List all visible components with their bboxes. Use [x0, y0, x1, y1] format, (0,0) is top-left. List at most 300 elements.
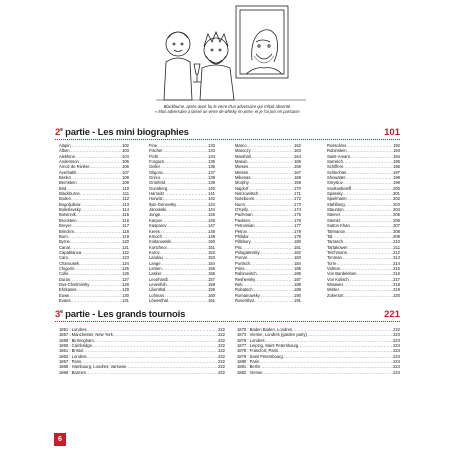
- entry-name: Nunn: [235, 201, 245, 207]
- entry-name: Kasparov: [149, 223, 167, 229]
- entry-page: 174: [294, 207, 301, 213]
- entry-page: 132: [208, 143, 215, 148]
- entry-name: Kmoch: [149, 233, 162, 239]
- entry-name: Junge: [149, 212, 161, 218]
- entry-page: 125: [122, 265, 129, 271]
- entry-page: 158: [208, 281, 215, 287]
- entry-page: 177: [294, 223, 301, 229]
- index-column: [149, 143, 215, 303]
- entry-name: Duras: [59, 276, 71, 282]
- entry-page: 129: [122, 287, 129, 293]
- entry-name: Koltanowski: [149, 239, 172, 245]
- entry-page: 206: [393, 217, 400, 223]
- entry-name: Noteboom: [235, 196, 255, 202]
- section-header-mini-biographies: [55, 126, 400, 140]
- entry-name: Rubinstein: [327, 148, 347, 154]
- entry-name: Saint-Amant: [327, 153, 350, 159]
- section-number: 3: [55, 309, 61, 320]
- entry-name: Tartakower: [327, 244, 348, 250]
- entry-page: 166: [294, 164, 301, 170]
- entry-page: 142: [208, 196, 215, 202]
- entry-page: 211: [393, 244, 400, 250]
- entry-page: 141: [208, 191, 215, 197]
- caption-line-2: « Mon adversaire a laissé un verre de whisky en prise, et je l'ai pris en passant».: [155, 109, 301, 115]
- entry-name: Von Kolisch: [327, 276, 349, 282]
- entry-page: 224: [393, 359, 400, 365]
- entry-page: 107: [122, 169, 129, 175]
- entry-name: Karpov: [149, 217, 163, 223]
- entry-name: Leonhardt: [149, 276, 168, 282]
- index-entry: [327, 293, 400, 298]
- entry-page: 210: [393, 239, 400, 245]
- entry-page: 224: [393, 369, 400, 375]
- entry-name: Rabinovitch: [235, 271, 257, 277]
- entry-page: 222: [218, 337, 225, 343]
- entry-name: Maroczy: [235, 148, 251, 154]
- entry-page: 212: [393, 249, 400, 255]
- entry-name: Marshall: [235, 153, 251, 159]
- entry-page: 175: [294, 212, 301, 218]
- entry-name: Forgacs: [149, 159, 164, 165]
- entry-name: Steiner: [327, 212, 341, 218]
- entry-name: Lasker: [149, 271, 162, 277]
- entry-name: Robatsch: [235, 287, 253, 293]
- entry-name: Breyer: [59, 223, 72, 229]
- dot-leader: [254, 298, 294, 303]
- entry-name: Morphy: [235, 180, 249, 186]
- entry-page: 148: [208, 228, 215, 234]
- entry-page: 220: [393, 292, 400, 298]
- entry-name: 1873 : Vienne, Londres (garden party): [237, 332, 307, 338]
- entry-page: 108: [122, 175, 129, 181]
- dot-leader: [344, 293, 394, 298]
- entry-name: Fine: [149, 143, 158, 148]
- entry-page: 149: [208, 233, 215, 239]
- section-divider: [55, 321, 400, 322]
- entry-page: 207: [393, 223, 400, 229]
- entry-page: 124: [122, 260, 129, 266]
- entry-page: 111: [122, 191, 129, 197]
- entry-name: Canal: [59, 244, 70, 250]
- entry-page: 155: [208, 265, 215, 271]
- entry-page: 151: [208, 244, 215, 250]
- entry-name: Byrne: [59, 239, 70, 245]
- entry-name: Nimzowitsch: [235, 191, 259, 197]
- entry-page: 135: [208, 159, 215, 165]
- entry-name: Samisch: [327, 159, 343, 165]
- entry-name: Romanowsky: [235, 292, 260, 298]
- entry-name: 1870 : Baden Baden, Londres: [237, 327, 293, 332]
- entry-name: O'Kelly: [235, 207, 248, 213]
- section-header-great-tournaments: [55, 308, 400, 322]
- index-column: [59, 143, 129, 303]
- entry-page: 213: [393, 255, 400, 261]
- entry-name: Benkö: [59, 175, 71, 181]
- section-superscript: e: [60, 126, 63, 133]
- entry-page: 109: [122, 180, 129, 186]
- entry-name: Petrov: [235, 228, 247, 234]
- entry-page: 183: [294, 255, 301, 261]
- entry-name: 1869 : Barmen: [59, 369, 87, 375]
- entry-page: 223: [393, 332, 400, 338]
- entry-page: 117: [122, 223, 129, 229]
- entry-page: 205: [393, 212, 400, 218]
- entry-name: Mikenas: [235, 175, 251, 181]
- entry-name: Pillsbury: [235, 239, 251, 245]
- entry-name: Pirc: [235, 244, 243, 250]
- entry-page: 152: [208, 249, 215, 255]
- entry-name: Mieses: [235, 164, 249, 170]
- entry-name: 1851 : Londres: [59, 327, 87, 332]
- entry-name: Arnoz de Rivière: [59, 164, 90, 170]
- entry-name: Brinckm: [59, 228, 74, 234]
- entry-page: 154: [208, 260, 215, 266]
- entry-name: Alapin: [59, 143, 71, 148]
- entry-name: Reti: [235, 281, 243, 287]
- entry-page: 169: [294, 180, 301, 186]
- entry-name: Grünfeld: [149, 180, 165, 186]
- entry-name: Keres: [149, 228, 160, 234]
- section-title: [55, 127, 189, 138]
- entry-name: Janowski: [149, 207, 167, 213]
- entry-name: Averbakh: [59, 169, 77, 175]
- entry-page: 131: [122, 297, 129, 303]
- entry-name: Winawer: [327, 281, 344, 287]
- entry-name: 1881 : Berlin: [237, 364, 261, 370]
- entry-page: 157: [208, 276, 215, 282]
- entry-name: Boleslavsky: [59, 207, 81, 213]
- entry-page: 182: [294, 249, 301, 255]
- entry-page: 136: [208, 164, 215, 170]
- entry-page: 130: [122, 292, 129, 298]
- entry-name: Zukertort: [327, 292, 344, 298]
- dot-leader: [71, 298, 123, 303]
- entry-page: 118: [122, 228, 129, 234]
- entry-page: 173: [294, 201, 301, 207]
- entry-name: Alekhine: [59, 153, 75, 159]
- entry-name: Bogoljubow: [59, 201, 81, 207]
- entry-page: 145: [208, 212, 215, 218]
- entry-page: 224: [393, 343, 400, 349]
- entry-name: Horwitz: [149, 196, 163, 202]
- entry-page: 153: [208, 255, 215, 261]
- entry-page: 120: [122, 239, 129, 245]
- entry-page: 224: [393, 364, 400, 370]
- entry-page: 181: [294, 244, 301, 250]
- entry-page: 137: [208, 169, 215, 175]
- entry-page: 140: [208, 185, 215, 191]
- entry-name: Flohr: [149, 153, 159, 159]
- section-page-number: 221: [384, 309, 400, 320]
- entry-page: 203: [393, 201, 400, 207]
- entry-page: 190: [294, 292, 301, 298]
- entry-name: Dus-Chotimirsky: [59, 281, 90, 287]
- entry-page: 126: [122, 271, 129, 277]
- entry-name: Timman: [327, 255, 342, 261]
- entry-name: Tarrasch: [327, 239, 343, 245]
- entry-name: Levenfish: [149, 281, 167, 287]
- entry-page: 208: [393, 228, 400, 234]
- entry-name: Löwenthal: [149, 297, 168, 303]
- entry-name: 1862 : Londres: [59, 353, 87, 359]
- entry-page: 198: [393, 175, 400, 181]
- entry-name: 1878 : Francfort, Paris: [237, 348, 278, 354]
- entry-page: 192: [393, 143, 400, 148]
- entry-name: Petrossian: [235, 223, 255, 229]
- entry-name: Bird: [59, 185, 67, 191]
- caption-line-1: Blackburne, après avoir bu le verre d'un adversaire qui s'était absenté :: [163, 104, 293, 109]
- entry-page: 204: [393, 207, 400, 213]
- section-superscript: e: [60, 308, 63, 315]
- entry-name: Schiffers: [327, 164, 344, 170]
- entry-page: 222: [218, 332, 225, 338]
- entry-name: Rosenthal: [235, 297, 254, 303]
- entry-page: 156: [208, 271, 215, 277]
- entry-name: Blackburne: [59, 191, 80, 197]
- entry-page: 180: [294, 239, 301, 245]
- index-entry: [59, 370, 225, 375]
- entry-name: Marco: [235, 143, 247, 148]
- entry-name: Greco: [149, 175, 161, 181]
- section-title-text: partie - Les grands tournois: [62, 309, 186, 320]
- entry-name: Pomar: [235, 255, 248, 261]
- section-divider: [55, 139, 400, 140]
- entry-name: 1857 : Manchester, New York: [59, 332, 113, 338]
- entry-page: 222: [393, 327, 400, 332]
- entry-name: Lange: [149, 260, 161, 266]
- entry-page: 194: [393, 153, 400, 159]
- entry-page: 121: [122, 244, 129, 250]
- entry-name: Chigorin: [59, 265, 75, 271]
- entry-name: Showalter: [327, 175, 346, 181]
- entry-name: Botvinnik: [59, 212, 76, 218]
- entry-page: 214: [393, 260, 400, 266]
- entry-name: Bernstein: [59, 180, 77, 186]
- entry-name: Burn: [59, 233, 68, 239]
- entry-name: Gunsberg: [149, 185, 168, 191]
- entry-name: Bronstein: [59, 217, 77, 223]
- entry-name: Harrwitz: [149, 191, 165, 197]
- entry-page: 127: [122, 276, 129, 282]
- entry-page: 193: [393, 148, 400, 154]
- entry-name: Von Bardeleben: [327, 271, 357, 277]
- entry-page: 188: [294, 281, 301, 287]
- entry-page: 224: [393, 353, 400, 359]
- entry-name: Evans: [59, 297, 71, 303]
- entry-name: Spielmann: [327, 196, 347, 202]
- entry-name: Mason: [235, 159, 248, 165]
- entry-name: Larsen: [149, 265, 162, 271]
- section-title: [55, 309, 185, 320]
- entry-page: 110: [122, 185, 129, 191]
- entry-name: 1876 : Londres: [237, 337, 265, 343]
- entry-page: 217: [393, 276, 400, 282]
- entry-name: Torre: [327, 260, 337, 266]
- entry-page: 115: [122, 212, 129, 218]
- entry-page: 223: [393, 337, 400, 343]
- entry-page: 219: [393, 287, 400, 293]
- entry-name: Reshevsky: [235, 276, 256, 282]
- entry-page: 122: [122, 249, 129, 255]
- entry-page: 184: [294, 260, 301, 266]
- page-number: 6: [54, 433, 66, 446]
- entry-page: 222: [218, 348, 225, 354]
- entry-name: Lohman: [149, 292, 164, 298]
- entry-page: 222: [218, 369, 225, 375]
- entry-name: Najdorf: [235, 185, 249, 191]
- entry-page: 176: [294, 217, 301, 223]
- entry-name: Alben: [59, 148, 70, 154]
- entry-name: Teichmann: [327, 249, 348, 255]
- entry-page: 199: [393, 180, 400, 186]
- entry-name: Staunton: [327, 207, 344, 213]
- index-entry: [235, 298, 301, 303]
- entry-name: 1879 : Saint Petersbourg: [237, 353, 283, 359]
- entry-name: Smyslov: [327, 180, 343, 186]
- entry-page: 106: [122, 164, 129, 170]
- entry-page: 179: [294, 233, 301, 239]
- entry-name: Spassky: [327, 191, 343, 197]
- entry-page: 172: [294, 196, 301, 202]
- entry-page: 146: [208, 217, 215, 223]
- entry-page: 113: [122, 201, 129, 207]
- entry-name: Elizkases: [59, 287, 77, 293]
- entry-name: 1858 : Birmingham: [59, 337, 94, 343]
- entry-page: 150: [208, 239, 215, 245]
- entry-page: 138: [208, 175, 215, 181]
- section-number: 2: [55, 127, 61, 138]
- entry-page: 191: [294, 297, 301, 303]
- entry-name: Colle: [59, 271, 69, 277]
- entry-name: Boden: [59, 196, 71, 202]
- entry-name: Geller: [149, 164, 161, 170]
- index-column: [235, 143, 301, 303]
- entry-page: 123: [122, 255, 129, 261]
- entry-page: 197: [393, 169, 400, 175]
- entry-page: 162: [294, 143, 301, 148]
- entry-page: 163: [294, 148, 301, 154]
- entry-page: 167: [294, 169, 301, 175]
- entry-page: 159: [208, 287, 215, 293]
- entry-page: 215: [393, 265, 400, 271]
- entry-page: 143: [208, 201, 215, 207]
- entry-name: 1860 : Cambridge: [59, 343, 92, 349]
- entry-page: 160: [208, 292, 215, 298]
- entry-name: Gligoric: [149, 169, 164, 175]
- entry-page: 187: [294, 276, 301, 282]
- dot-leader: [168, 298, 208, 303]
- entry-page: 216: [393, 271, 400, 277]
- biographies-index: [59, 143, 400, 303]
- entry-name: Taïmanov: [327, 228, 345, 234]
- tournaments-index: [59, 327, 400, 375]
- entry-page: 185: [294, 265, 301, 271]
- index-column: [327, 143, 400, 303]
- entry-page: 224: [393, 348, 400, 354]
- entry-name: Rossolimo: [327, 143, 347, 148]
- entry-name: 1867 : Paris: [59, 359, 82, 365]
- entry-name: Prins: [235, 265, 245, 271]
- entry-name: Philidor: [235, 233, 249, 239]
- entry-page: 200: [393, 185, 400, 191]
- entry-page: 102: [122, 143, 129, 148]
- entry-page: 168: [294, 175, 301, 181]
- entry-name: Tal: [327, 233, 333, 239]
- entry-page: 222: [218, 353, 225, 359]
- entry-page: 114: [122, 207, 129, 213]
- entry-name: Paulsen: [235, 217, 250, 223]
- entry-name: Winter: [327, 287, 339, 293]
- entry-page: 128: [122, 281, 129, 287]
- entry-page: 133: [208, 148, 215, 154]
- entry-name: Ilyin-Genevsky: [149, 201, 177, 207]
- entry-name: Kortchnoi: [149, 244, 167, 250]
- entry-page: 196: [393, 164, 400, 170]
- entry-name: Pachman: [235, 212, 253, 218]
- entry-page: 144: [208, 207, 215, 213]
- entry-name: Kotov: [149, 249, 160, 255]
- entry-page: 222: [218, 327, 225, 332]
- entry-name: 1880 : Paris: [237, 359, 260, 365]
- entry-page: 222: [218, 364, 225, 370]
- entry-name: Landau: [149, 255, 163, 261]
- index-entry: [59, 298, 129, 303]
- entry-page: 218: [393, 281, 400, 287]
- entry-name: Polugaïevsky: [235, 249, 260, 255]
- entry-page: 105: [122, 159, 129, 165]
- entry-name: Lilienthal: [149, 287, 166, 293]
- entry-name: Andersson: [59, 159, 79, 165]
- entry-name: Schlechter: [327, 169, 347, 175]
- dot-leader: [86, 370, 218, 375]
- section-page-number: 101: [384, 127, 400, 138]
- entry-name: Soultanbeieff: [327, 185, 352, 191]
- entry-name: 1868 : Hambourg, Londres, Varsovie: [59, 364, 127, 370]
- entry-page: 119: [122, 233, 129, 239]
- entry-name: Euwe: [59, 292, 70, 298]
- entry-page: 161: [208, 297, 215, 303]
- section-title-text: partie - Les mini biographies: [62, 127, 189, 138]
- entry-page: 201: [393, 191, 400, 197]
- entry-name: Stahlberg: [327, 201, 345, 207]
- entry-name: Mieses: [235, 169, 249, 175]
- illustration-caption: [128, 104, 328, 115]
- entry-name: Caro: [59, 255, 68, 261]
- entry-name: 1882 : Vienne: [237, 369, 263, 375]
- entry-page: 209: [393, 233, 400, 239]
- entry-name: Sutton Khan: [327, 223, 350, 229]
- entry-page: 186: [294, 271, 301, 277]
- entry-page: 195: [393, 159, 400, 165]
- entry-page: 103: [122, 148, 129, 154]
- index-column: [237, 327, 400, 375]
- entry-name: Capablanca: [59, 249, 82, 255]
- index-column: [59, 327, 225, 375]
- entry-page: 164: [294, 153, 301, 159]
- entry-name: Fischer: [149, 148, 163, 154]
- entry-page: 222: [218, 343, 225, 349]
- entry-page: 170: [294, 185, 301, 191]
- entry-name: Portisch: [235, 260, 250, 266]
- entry-name: Charousek: [59, 260, 80, 266]
- entry-page: 178: [294, 228, 301, 234]
- entry-page: 171: [294, 191, 301, 197]
- index-entry: [149, 298, 215, 303]
- entry-name: Steinitz: [327, 217, 341, 223]
- dot-leader: [262, 370, 393, 375]
- index-entry: [237, 370, 400, 375]
- entry-page: 165: [294, 159, 301, 165]
